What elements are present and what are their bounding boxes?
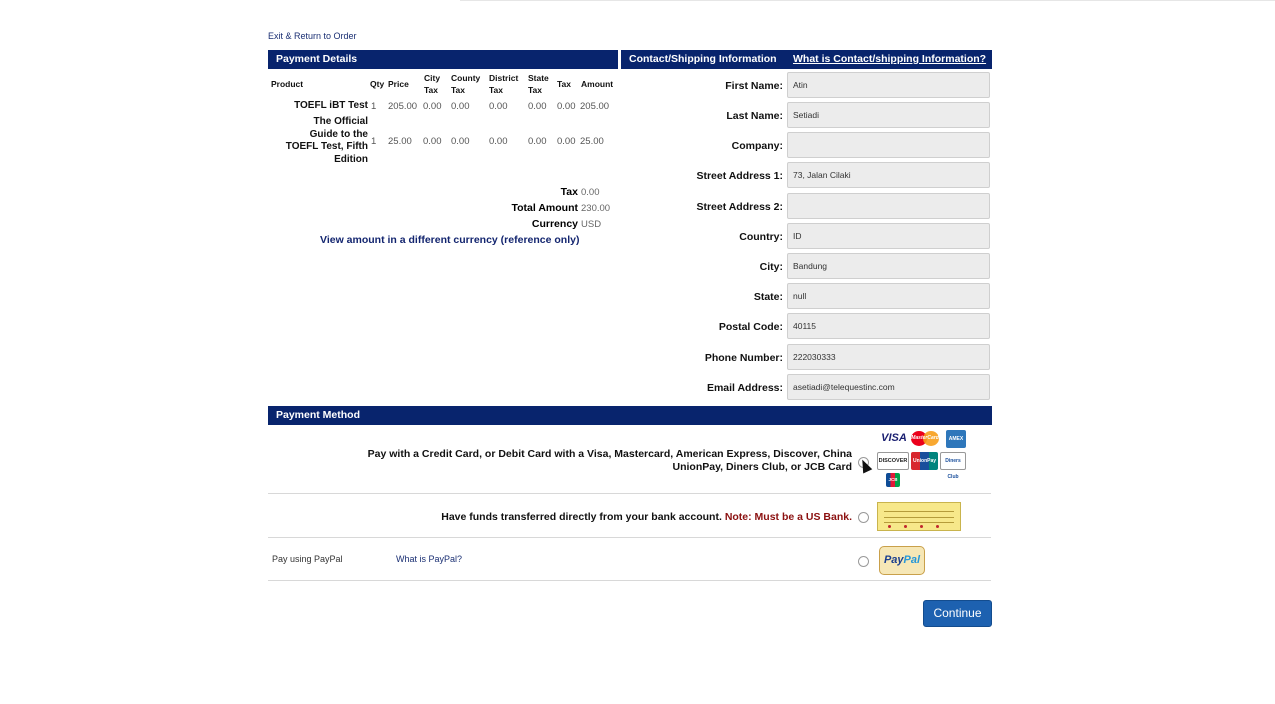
- paypal-radio[interactable]: [858, 556, 869, 567]
- product-name-line: TOEFL iBT Test: [294, 100, 368, 111]
- email-address-label: Email Address:: [706, 382, 783, 394]
- col-state-tax-2: Tax: [528, 85, 543, 95]
- city-field[interactable]: Bandung: [787, 253, 990, 279]
- product-name-line: The Official: [313, 116, 368, 127]
- street-address-2-label: Street Address 2:: [696, 201, 783, 213]
- payment-details-title: Payment Details: [276, 53, 358, 65]
- col-city-tax-1: City: [424, 73, 441, 83]
- col-district-tax-1: District: [489, 73, 519, 83]
- tax-total-label: Tax: [560, 186, 578, 198]
- cell-city-tax: 0.00: [423, 101, 442, 112]
- phone-number-field[interactable]: 222030333: [787, 344, 990, 370]
- cell-qty: 1: [371, 136, 377, 147]
- cell-amount: 25.00: [580, 136, 604, 147]
- col-price: Price: [388, 79, 409, 89]
- first-name-field[interactable]: Atin: [787, 72, 990, 98]
- first-name-label: First Name:: [725, 80, 783, 92]
- col-amount: Amount: [581, 79, 614, 89]
- what-is-paypal-link[interactable]: What is PayPal?: [396, 554, 463, 564]
- top-divider: [460, 0, 1275, 1]
- cell-state-tax: 0.00: [528, 136, 547, 147]
- product-name: [262, 116, 368, 166]
- contact-shipping-header: [621, 50, 992, 69]
- cell-qty: 1: [371, 101, 377, 112]
- cell-amount: 205.00: [580, 101, 610, 112]
- col-district-tax-2: Tax: [489, 85, 504, 95]
- diners-club-logo: Diners Club: [940, 452, 966, 470]
- card-option-line: UnionPay, Diners Club, or JCB Card: [672, 461, 852, 473]
- product-name-line: TOEFL Test, Fifth: [285, 141, 368, 152]
- company-label: Company:: [731, 140, 783, 152]
- product-name-line: Guide to the: [309, 128, 368, 140]
- email-address-field[interactable]: asetiadi@telequestinc.com: [787, 374, 990, 400]
- last-name-field[interactable]: Setiadi: [787, 102, 990, 128]
- company-field[interactable]: [787, 132, 990, 158]
- street-address-2-field[interactable]: [787, 193, 990, 219]
- payment-method-header: [268, 406, 992, 425]
- cell-state-tax: 0.00: [528, 101, 547, 112]
- cell-tax: 0.00: [557, 136, 576, 147]
- col-county-tax-1: County: [451, 73, 481, 83]
- divider: [268, 580, 991, 581]
- col-city-tax-2: Tax: [424, 85, 439, 95]
- amex-logo: AMEX: [946, 430, 966, 448]
- product-name: [270, 100, 368, 113]
- different-currency-link[interactable]: View amount in a different currency (reference only): [320, 234, 580, 246]
- card-payment-option-text: [300, 448, 852, 474]
- divider: [268, 493, 991, 494]
- cell-county-tax: 0.00: [451, 101, 470, 112]
- us-bank-note: Note: Must be a US Bank.: [724, 511, 852, 523]
- col-tax: Tax: [557, 79, 572, 89]
- col-product: Product: [271, 79, 304, 89]
- mastercard-logo: [911, 431, 939, 446]
- street-address-1-label: Street Address 1:: [696, 170, 783, 182]
- product-name-line: Edition: [334, 153, 368, 165]
- cell-county-tax: 0.00: [451, 136, 470, 147]
- contact-shipping-title: Contact/Shipping Information: [629, 53, 777, 65]
- state-field[interactable]: null: [787, 283, 990, 309]
- city-label: City:: [759, 261, 783, 273]
- country-field[interactable]: ID: [787, 223, 990, 249]
- cell-city-tax: 0.00: [423, 136, 442, 147]
- paypal-logo-text-2: Pal: [903, 554, 921, 566]
- tax-total-value: 0.00: [581, 187, 600, 198]
- continue-button[interactable]: Continue: [923, 600, 992, 627]
- divider: [268, 537, 991, 538]
- contact-info-help-link[interactable]: What is Contact/shipping Information?: [793, 53, 987, 65]
- bank-transfer-option-text: [300, 511, 852, 524]
- postal-code-label: Postal Code:: [718, 321, 783, 333]
- cell-tax: 0.00: [557, 101, 576, 112]
- payment-details-header: [268, 50, 618, 69]
- payment-method-title: Payment Method: [276, 409, 361, 421]
- paypal-option-text: Pay using PayPal: [272, 554, 343, 564]
- total-amount-value: 230.00: [581, 203, 611, 214]
- mouse-cursor-icon: [858, 457, 873, 473]
- bank-transfer-text: Have funds transferred directly from your bank account.: [441, 511, 722, 523]
- total-amount-label: Total Amount: [511, 202, 578, 214]
- cell-district-tax: 0.00: [489, 101, 508, 112]
- currency-value: USD: [581, 219, 602, 230]
- card-option-line: Pay with a Credit Card, or Debit Card with a Visa, Mastercard, American Express, Discover, China: [367, 448, 852, 460]
- bank-check-icon: [877, 502, 961, 531]
- street-address-1-field[interactable]: 73, Jalan Cilaki: [787, 162, 990, 188]
- paypal-logo-text-1: Pay: [883, 554, 904, 566]
- country-label: Country:: [739, 231, 783, 243]
- paypal-logo: [879, 546, 925, 575]
- discover-logo: DISCOVER: [877, 452, 909, 470]
- last-name-label: Last Name:: [726, 110, 783, 122]
- visa-logo: VISA: [881, 432, 907, 444]
- bank-transfer-radio[interactable]: [858, 512, 869, 523]
- jcb-logo: JCB: [886, 473, 900, 487]
- col-state-tax-1: State: [528, 73, 549, 83]
- state-label: State:: [753, 291, 783, 303]
- mastercard-logo-text: MasterCard: [911, 435, 939, 441]
- cell-price: 205.00: [388, 101, 418, 112]
- phone-number-label: Phone Number:: [704, 352, 783, 364]
- cell-district-tax: 0.00: [489, 136, 508, 147]
- unionpay-logo: UnionPay: [911, 452, 938, 470]
- col-county-tax-2: Tax: [451, 85, 466, 95]
- col-qty: Qty: [370, 79, 385, 89]
- currency-label: Currency: [531, 218, 578, 230]
- postal-code-field[interactable]: 40115: [787, 313, 990, 339]
- exit-return-link[interactable]: Exit & Return to Order: [268, 31, 357, 41]
- cell-price: 25.00: [388, 136, 412, 147]
